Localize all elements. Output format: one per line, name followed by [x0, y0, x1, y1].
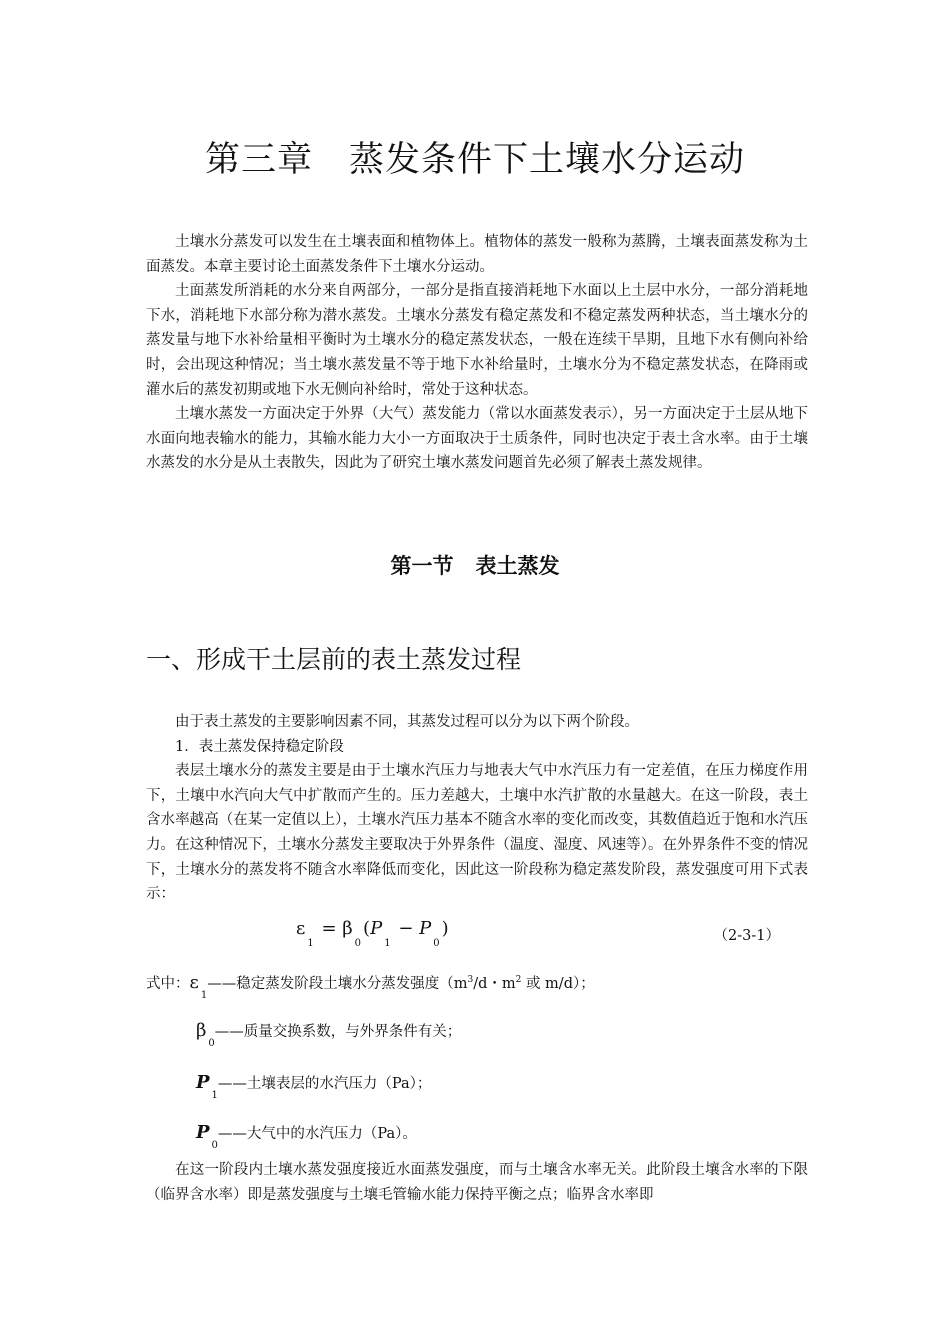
def-epsilon-sup1: 3	[467, 975, 474, 986]
epsilon-symbol: ε	[296, 918, 306, 939]
left-paren: (	[363, 918, 371, 939]
definition-beta	[196, 1020, 462, 1049]
closing-block	[146, 1158, 808, 1207]
def-p0-subscript: 0	[211, 1140, 218, 1151]
def-p0-text: ——大气中的水汽压力（Pa）。	[217, 1126, 417, 1142]
definition-p1	[196, 1072, 432, 1101]
definitions-prefix: 式中：	[146, 976, 190, 992]
section-name: 表土蒸发	[475, 554, 560, 578]
p1-symbol: P	[370, 918, 383, 939]
section-number: 第一节	[390, 554, 454, 578]
intro-paragraph-3: 土壤水蒸发一方面决定于外界（大气）蒸发能力（常以水面蒸发表示），另一方面决定于土层从地下水面向地表输水的能力，其输水能力大小一方面取决于土质条件，同时也决定于表土含水率。由于土壤水蒸发的水分是从土表散失，因此为了研究土壤水蒸发问题首先必须了解表土蒸发规律。	[146, 406, 808, 472]
def-epsilon-subscript: 1	[200, 990, 208, 1001]
right-paren: )	[441, 918, 449, 939]
intro-block	[146, 230, 808, 476]
equals-sign: =	[321, 918, 337, 939]
def-beta-text: ——质量交换系数，与外界条件有关；	[214, 1024, 462, 1040]
def-epsilon-sup2: 2	[515, 975, 522, 986]
def-beta-symbol: β	[196, 1020, 207, 1041]
stage-intro-paragraph: 由于表土蒸发的主要影响因素不同，其蒸发过程可以分为以下两个阶段。	[175, 714, 639, 730]
closing-paragraph: 在这一阶段内土壤水蒸发强度接近水面蒸发强度，而与土壤含水率无关。此阶段土壤含水率的下限（临界含水率）即是蒸发强度与土壤毛管输水能力保持平衡之点；临界含水率即	[146, 1162, 808, 1203]
def-epsilon-text-b: /d・m	[473, 976, 516, 992]
stage-description-paragraph: 表层土壤水分的蒸发主要是由于土壤水汽压力与地表大气中水汽压力有一定差值，在压力梯度作用下，土壤中水汽向大气中扩散而产生的。压力差越大，土壤中水汽扩散的水量越大。在这一阶段，表土含水率越高（在某一定值以上），土壤水汽压力基本不随含水率的变化而改变，其数值趋近于饱和水汽压力。在这种情况下，土壤水分蒸发主要取决于外界条件（温度、湿度、风速等）。在外界条件不变的情况下，土壤水分的蒸发将不随含水率降低而变化，因此这一阶段称为稳定蒸发阶段，蒸发强度可用下式表示：	[146, 763, 808, 903]
intro-paragraph-2: 土面蒸发所消耗的水分来自两部分，一部分是指直接消耗地下水面以上土层中水分，一部分消耗地下水，消耗地下水部分称为潜水蒸发。土壤水分蒸发有稳定蒸发和不稳定蒸发两种状态，当土壤水分的蒸发量与地下水补给量相平衡时为土壤水分的稳定蒸发状态，一般在连续干旱期，且地下水有侧向补给时，会出现这种情况；当土壤水蒸发量不等于地下水补给量时，土壤水分为不稳定蒸发状态，在降雨或灌水后的蒸发初期或地下水无侧向补给时，常处于这种状态。	[146, 283, 808, 398]
def-p1-symbol: P	[196, 1072, 210, 1093]
def-epsilon-symbol: ε	[189, 972, 199, 993]
def-epsilon-text-c: 或 m/d）；	[521, 976, 595, 992]
equation-number: （2-3-1）	[713, 928, 780, 944]
stage-heading: 1．表土蒸发保持稳定阶段	[175, 738, 344, 755]
p0-symbol: P	[419, 918, 432, 939]
chapter-name: 蒸发条件下土壤水分运动	[349, 140, 746, 180]
definition-p0	[196, 1122, 417, 1151]
section-title	[0, 550, 950, 580]
def-beta-subscript: 0	[208, 1038, 215, 1049]
evaporation-formula	[296, 918, 449, 949]
def-epsilon-text-a: ——稳定蒸发阶段土壤水分蒸发强度（m	[207, 976, 468, 992]
intro-paragraph-1: 土壤水分蒸发可以发生在土壤表面和植物体上。植物体的蒸发一般称为蒸腾，土壤表面蒸发称为土面蒸发。本章主要讨论土面蒸发条件下土壤水分运动。	[146, 234, 808, 275]
epsilon-subscript: 1	[307, 938, 314, 949]
p1-subscript: 1	[384, 938, 391, 949]
def-p1-subscript: 1	[211, 1090, 218, 1101]
beta-symbol: β	[342, 918, 353, 939]
stage-block	[146, 710, 808, 907]
def-p0-symbol: P	[196, 1122, 210, 1143]
definition-epsilon	[146, 972, 595, 1001]
minus-sign: −	[398, 918, 414, 939]
equation-2-3-1	[146, 918, 808, 958]
subsection-title: 一、形成干土层前的表土蒸发过程	[146, 645, 522, 674]
chapter-number: 第三章	[204, 140, 313, 180]
p0-subscript: 0	[433, 938, 440, 949]
chapter-title	[0, 132, 950, 182]
def-p1-text: ——土壤表层的水汽压力（Pa）；	[217, 1076, 432, 1092]
beta-subscript: 0	[354, 938, 362, 949]
